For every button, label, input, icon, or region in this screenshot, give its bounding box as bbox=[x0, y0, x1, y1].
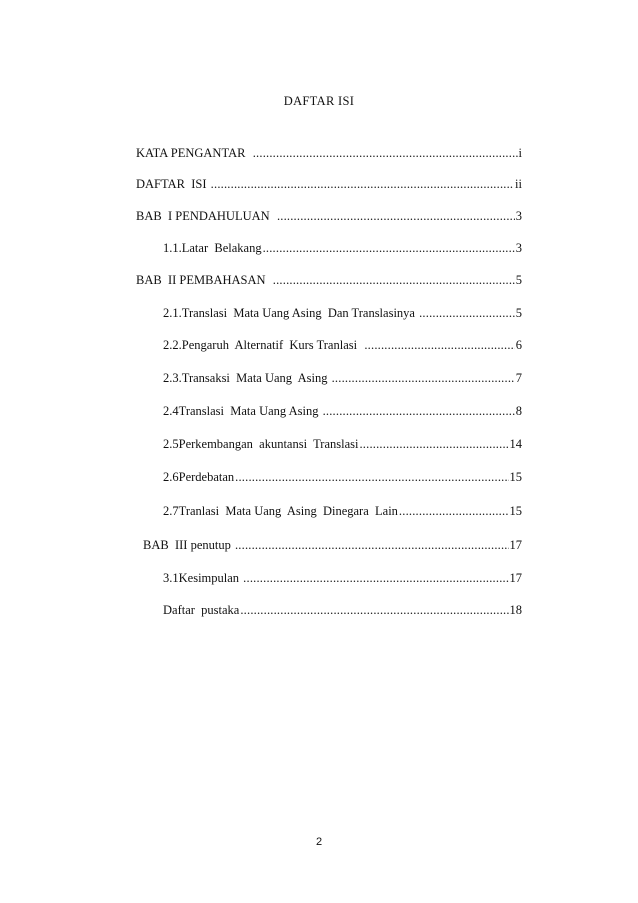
toc-entry-page: 6 bbox=[515, 338, 522, 352]
toc-entry-page: 5 bbox=[515, 273, 522, 287]
toc-entry-label: Kesimpulan bbox=[178, 571, 243, 585]
toc-leader-dots bbox=[359, 437, 508, 451]
toc-entry-number: 2.6 bbox=[163, 470, 179, 484]
toc-entry-label: Translasi Mata Uang Asing Dan Translasinya bbox=[181, 306, 419, 320]
toc-entry-2-3[interactable] bbox=[163, 371, 522, 385]
toc-leader-dots bbox=[240, 603, 508, 617]
toc-title: DAFTAR ISI bbox=[283, 94, 355, 108]
toc-entry-page: 5 bbox=[515, 306, 522, 320]
toc-entry-page: i bbox=[518, 146, 522, 160]
toc-entry-2-4[interactable] bbox=[163, 404, 522, 418]
toc-entry-bab-3[interactable] bbox=[143, 538, 522, 552]
toc-entry-label: BAB II PEMBAHASAN bbox=[136, 273, 272, 287]
toc-leader-dots bbox=[419, 306, 515, 320]
toc-leader-dots bbox=[273, 273, 515, 287]
toc-entry-2-7[interactable] bbox=[163, 504, 522, 518]
toc-entry-page: 8 bbox=[515, 404, 522, 418]
toc-entry-label: Tranlasi Mata Uang Asing Dinegara Lain bbox=[178, 504, 398, 518]
toc-leader-dots bbox=[364, 338, 514, 352]
page-number: 2 bbox=[315, 836, 323, 848]
toc-leader-dots bbox=[399, 504, 509, 518]
toc-entry-2-2[interactable] bbox=[163, 338, 522, 352]
toc-leader-dots bbox=[235, 470, 508, 484]
toc-entry-page: 15 bbox=[509, 470, 522, 484]
toc-entry-label: BAB III penutup bbox=[143, 538, 234, 552]
toc-entry-label: BAB I PENDAHULUAN bbox=[136, 209, 276, 223]
toc-entry-number: 2.2. bbox=[163, 338, 182, 352]
toc-leader-dots bbox=[323, 404, 515, 418]
toc-leader-dots bbox=[243, 571, 508, 585]
toc-entry-page: 3 bbox=[515, 209, 522, 223]
toc-entry-page: 3 bbox=[515, 241, 522, 255]
toc-entry-number: 2.7 bbox=[163, 504, 179, 518]
toc-leader-dots bbox=[211, 177, 514, 191]
toc-leader-dots bbox=[332, 371, 515, 385]
toc-entry-label: DAFTAR ISI bbox=[136, 177, 210, 191]
toc-entry-number: 2.4 bbox=[163, 404, 179, 418]
toc-entry-number: 2.5 bbox=[163, 437, 179, 451]
toc-leader-dots bbox=[277, 209, 515, 223]
toc-entry-2-5[interactable] bbox=[163, 437, 522, 451]
toc-entry-page: 17 bbox=[509, 538, 522, 552]
toc-entry-label: Pengaruh Alternatif Kurs Tranlasi bbox=[181, 338, 364, 352]
toc-entry-page: 7 bbox=[515, 371, 522, 385]
toc-entry-label: Perdebatan bbox=[178, 470, 235, 484]
toc-entry-label: Latar Belakang bbox=[181, 241, 262, 255]
toc-entry-page: 14 bbox=[509, 437, 522, 451]
toc-entry-label: Daftar pustaka bbox=[163, 603, 240, 617]
toc-entry-label: Transaksi Mata Uang Asing bbox=[181, 371, 331, 385]
toc-entry-daftar-pustaka[interactable] bbox=[163, 603, 522, 617]
toc-entry-page: ii bbox=[515, 177, 522, 191]
toc-entry-number: 2.3. bbox=[163, 371, 182, 385]
toc-entry-label: KATA PENGANTAR bbox=[136, 146, 252, 160]
toc-entry-2-1[interactable] bbox=[163, 306, 522, 320]
toc-entry-daftar-isi[interactable] bbox=[136, 177, 522, 191]
toc-entry-1-1[interactable] bbox=[163, 241, 522, 255]
toc-entry-label: Translasi Mata Uang Asing bbox=[178, 404, 322, 418]
toc-entry-bab-1[interactable] bbox=[136, 209, 522, 223]
toc-entry-page: 17 bbox=[509, 571, 522, 585]
toc-entry-number: 1.1. bbox=[163, 241, 182, 255]
toc-entry-page: 15 bbox=[509, 504, 522, 518]
toc-entry-number: 3.1 bbox=[163, 571, 179, 585]
toc-leader-dots bbox=[263, 241, 515, 255]
toc-leader-dots bbox=[235, 538, 509, 552]
toc-entry-page: 18 bbox=[509, 603, 522, 617]
toc-entry-bab-2[interactable] bbox=[136, 273, 522, 287]
toc-entry-label: Perkembangan akuntansi Translasi bbox=[178, 437, 359, 451]
toc-entry-3-1[interactable] bbox=[163, 571, 522, 585]
toc-entry-number: 2.1. bbox=[163, 306, 182, 320]
toc-leader-dots bbox=[253, 146, 518, 160]
toc-entry-kata-pengantar[interactable] bbox=[136, 146, 522, 160]
toc-entry-2-6[interactable] bbox=[163, 470, 522, 484]
